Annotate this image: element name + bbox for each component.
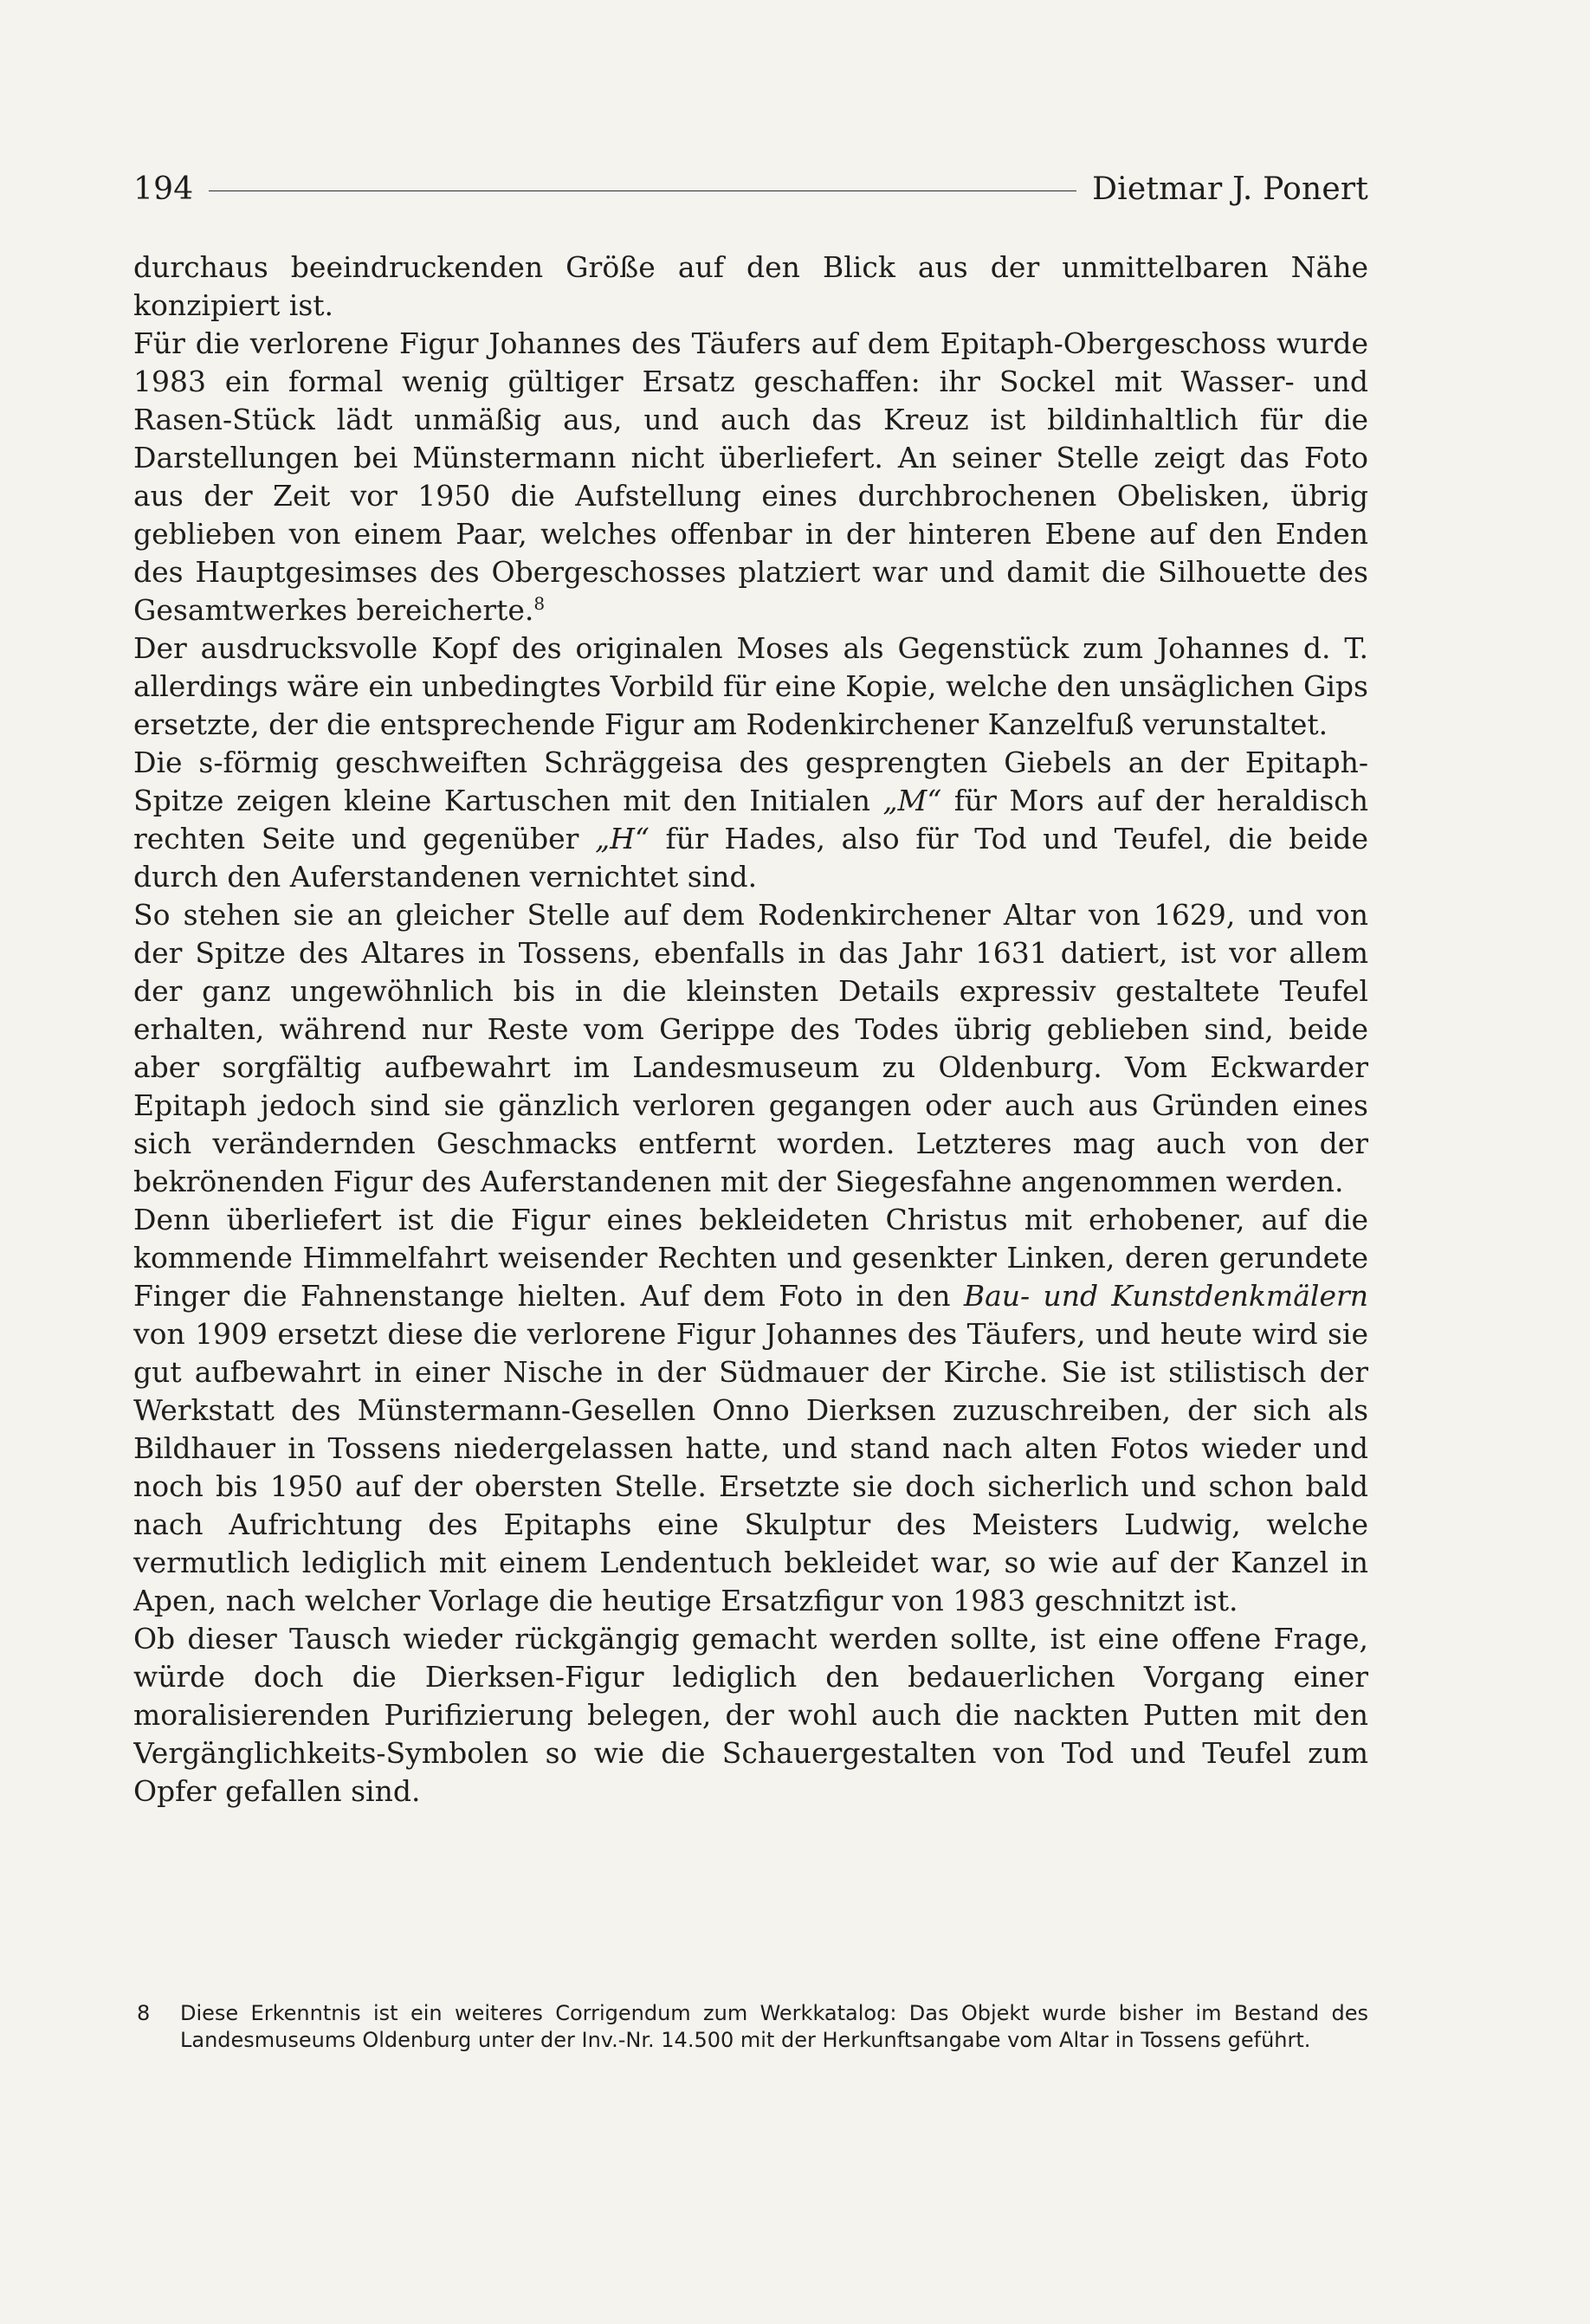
paragraph-7-text: Ob dieser Tausch wieder rückgängig gemacht werden sollte, ist eine offene Frage, würde doch die Dierksen-Figur lediglich den bedauerlichen Vorgang einer moralisierenden Purifizierung belegen, der wohl auch die nackten Putten mit den Vergänglichkeits-Symbolen so wie die Schauergestalten von Tod und Teufel zum Opfer gefallen sind. — [133, 1622, 1368, 1808]
book-title-bau-und-kunstdenkmaeler: Bau- und Kunstdenkmälern — [963, 1279, 1368, 1313]
paragraph-4-text-part-1: Die s-förmig geschweiften Schräggeisa des gesprengten Giebels an der Epitaph-Spitze zeigen kleine Kartuschen mit den Initialen — [133, 746, 1368, 817]
paragraph-5 — [133, 896, 1368, 1201]
paragraph-6-text-part-1: Denn überliefert ist die Figur eines bekleideten Christus mit erhobener, auf die kommende Himmelfahrt weisender Rechten und gesenkter Linken, deren gerundete Finger die Fahnenstange hielten. Auf dem Foto in den — [133, 1203, 1368, 1313]
paragraph-1-text: durchaus beeindruckenden Größe auf den Blick aus der unmittelbaren Nähe konzipiert ist. — [133, 250, 1368, 322]
running-header-author: Dietmar J. Ponert — [1092, 171, 1368, 207]
header-rule — [209, 190, 1076, 191]
footnote-reference-8: 8 — [533, 593, 546, 614]
initial-m-quote: „M“ — [882, 784, 942, 817]
paragraph-2-text: Für die verlorene Figur Johannes des Täufers auf dem Epitaph-Obergeschoss wurde 1983 ein formal wenig gültiger Ersatz geschaffen: ihr Sockel mit Wasser- und Rasen-Stück lädt unmäßig aus, und auch das Kreuz ist bildinhaltlich für die Darstellungen bei Münstermann nicht überliefert. An seiner Stelle zeigt das Foto aus der Zeit vor 1950 die Aufstellung eines durchbrochenen Obelisken, übrig geblieben von einem Paar, welches offenbar in der hinteren Ebene auf den Enden des Hauptgesimses des Obergeschosses platziert war und damit die Silhouette des Gesamtwerkes bereicherte. — [133, 326, 1368, 627]
paragraph-6 — [133, 1201, 1368, 1620]
footnote-number: 8 — [137, 2001, 151, 2025]
footnote-8 — [133, 2000, 1368, 2054]
paragraph-4-text-part-3: für Hades, also für Tod und Teufel, die beide durch den Auferstandenen vernichtet sind. — [133, 822, 1368, 894]
paragraph-7 — [133, 1620, 1368, 1811]
paragraph-4-text-part-2: für Mors auf der heraldisch rechten Seite und gegenüber — [133, 784, 1368, 855]
paragraph-6-text-part-2: von 1909 ersetzt diese die verlorene Figur Johannes des Täufers, und heute wird sie gut aufbewahrt in einer Nische in der Südmauer der Kirche. Sie ist stilistisch der Werkstatt des Münstermann-Gesellen Onno Dierksen zuzuschreiben, der sich als Bildhauer in Tossens niedergelassen hatte, und stand nach alten Fotos wieder und noch bis 1950 auf der obersten Stelle. Ersetzte sie doch sicherlich und schon bald nach Aufrichtung des Epitaphs eine Skulptur des Meisters Ludwig, welche vermutlich lediglich mit einem Lendentuch bekleidet war, so wie auf der Kanzel in Apen, nach welcher Vorlage die heutige Ersatzfigur von 1983 geschnitzt ist. — [133, 1317, 1368, 1617]
paragraph-2 — [133, 325, 1368, 629]
footnote-text: Diese Erkenntnis ist ein weiteres Corrigendum zum Werkkatalog: Das Objekt wurde bisher im Bestand des Landesmuseums Oldenburg unter der Inv.-Nr. 14.500 mit der Herkunftsangabe vom Altar in Tossens geführt. — [180, 2001, 1368, 2052]
body-text — [133, 249, 1368, 1954]
paragraph-1 — [133, 249, 1368, 325]
paragraph-3-text: Der ausdrucksvolle Kopf des originalen Moses als Gegenstück zum Johannes d. T. allerdings wäre ein unbedingtes Vorbild für eine Kopie, welche den unsäglichen Gips ersetzte, der die entsprechende Figur am Rodenkirchener Kanzelfuß verunstaltet. — [133, 631, 1368, 741]
paragraph-4 — [133, 744, 1368, 896]
page-number: 194 — [133, 171, 194, 207]
paragraph-5-text: So stehen sie an gleicher Stelle auf dem Rodenkirchener Altar von 1629, und von der Spitze des Altares in Tossens, ebenfalls in das Jahr 1631 datiert, ist vor allem der ganz ungewöhnlich bis in die kleinsten Details expressiv gestaltete Teufel erhalten, während nur Reste vom Gerippe des Todes übrig geblieben sind, beide aber sorgfältig aufbewahrt im Landesmuseum zu Oldenburg. Vom Eckwarder Epitaph jedoch sind sie gänzlich verloren gegangen oder auch aus Gründen eines sich verändernden Geschmacks entfernt worden. Letzteres mag auch von der bekrönenden Figur des Auferstandenen mit der Siegesfahne angenommen werden. — [133, 898, 1368, 1198]
initial-h-quote: „H“ — [595, 822, 650, 855]
running-header — [133, 165, 1368, 213]
paragraph-3 — [133, 629, 1368, 744]
